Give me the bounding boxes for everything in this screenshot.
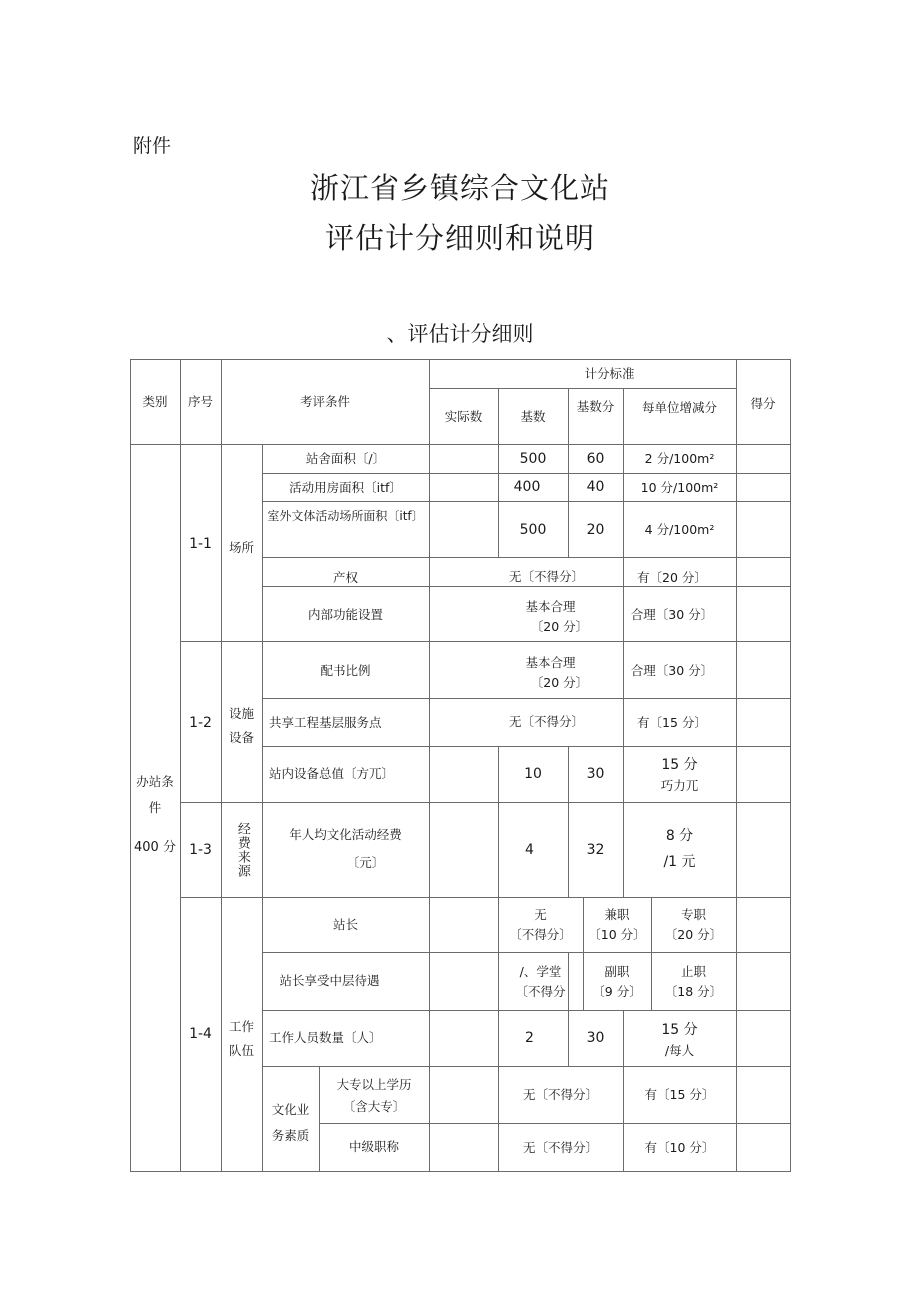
- header-base-score: 基数分: [576, 399, 615, 414]
- header-standard: 计分标准: [584, 366, 635, 381]
- per-unit-value: [623, 1017, 736, 1063]
- item-unit: 〔元〕: [346, 855, 385, 870]
- group-cultural-quality: [262, 1092, 319, 1154]
- option-score: 〔不得分〕: [509, 927, 572, 942]
- item-intermediate-title: 中级职称: [348, 1139, 399, 1154]
- option-score: 〔18 分〕: [664, 984, 723, 999]
- option-text: 无: [534, 907, 547, 922]
- option-none: 无〔不得分〕: [522, 1087, 598, 1102]
- option-reasonable: 合理〔30 分〕: [630, 607, 714, 622]
- option-basic: [498, 590, 603, 644]
- group-name-vertical: 经费来源: [234, 822, 250, 878]
- item-activity-room-area: 活动用房面积〔itf〕: [289, 479, 402, 495]
- item-station-area: 站舍面积〔/〕: [305, 451, 386, 466]
- item-outdoor-area: 室外文体活动场所面积〔itf〕: [267, 509, 424, 524]
- header-base: 基数: [520, 408, 546, 424]
- base-score-value: 60: [586, 450, 605, 467]
- base-value: 4: [525, 841, 534, 858]
- header-category: 类别: [142, 394, 168, 409]
- option-reasonable: 合理〔30 分〕: [630, 663, 714, 678]
- item-property-rights: 产权: [332, 570, 358, 585]
- base-value: 500: [519, 521, 547, 538]
- per-unit-value: 4 分/100m²: [644, 522, 715, 537]
- option-score: 〔10 分〕: [588, 927, 646, 942]
- item-text: 〔含大专〕: [342, 1099, 406, 1114]
- seq-1-3: 1-3: [189, 841, 212, 858]
- option-none: [498, 954, 583, 1010]
- option-yes: 有〔20 分〕: [637, 570, 707, 585]
- option-text: 基本合理: [525, 655, 576, 670]
- group-name-line: 工作: [228, 1019, 254, 1034]
- option-score: 〔20 分〕: [530, 619, 589, 634]
- base-value: 500: [519, 450, 547, 467]
- item-text: 年人均文化活动经费: [289, 827, 402, 842]
- option-text: 基本合理: [525, 599, 576, 614]
- seq-1-2: 1-2: [189, 714, 212, 731]
- category-score: 400 分: [134, 839, 176, 855]
- per-unit-value: [623, 752, 736, 798]
- group-1-4-name: [221, 1014, 262, 1064]
- item-equipment-value: 站内设备总值〔方兀〕: [269, 766, 395, 781]
- option-score: 〔20 分〕: [664, 927, 723, 942]
- category-cell: [130, 755, 180, 875]
- item-station-head: 站长: [332, 917, 358, 932]
- option-text: 止职: [680, 964, 706, 979]
- group-1-3-name: [221, 803, 262, 897]
- group-name-line: 设备: [228, 730, 254, 745]
- option-deputy: [583, 954, 651, 1010]
- group-1-2-name: [221, 701, 262, 751]
- option-score: 〔20 分〕: [530, 675, 589, 690]
- group-name-line: 设施: [228, 706, 254, 721]
- base-score-value: 32: [586, 841, 605, 858]
- option-score: 〔不得分: [515, 984, 566, 999]
- attachment-label: 附件: [133, 135, 172, 157]
- option-yes: 有〔15 分〕: [644, 1087, 715, 1102]
- per-unit-value: [623, 825, 736, 873]
- option-score: 〔9 分〕: [592, 984, 642, 999]
- category-line2: 件: [148, 799, 162, 815]
- group-line: 文化业: [271, 1102, 310, 1117]
- base-score-value: 30: [586, 765, 605, 782]
- per-unit-line: 巧力兀: [660, 778, 699, 794]
- item-text: 大专以上学历: [336, 1077, 412, 1092]
- per-unit-line: /1 元: [663, 854, 696, 870]
- option-none: 无〔不得分〕: [522, 1140, 598, 1155]
- header-criteria: 考评条件: [299, 394, 350, 409]
- per-unit-value: 2 分/100m²: [644, 451, 715, 466]
- header-score: 得分: [750, 396, 776, 411]
- option-none: 无〔不得分〕: [508, 714, 584, 729]
- per-unit-line: 8 分: [665, 827, 694, 844]
- base-score-value: 40: [586, 479, 605, 496]
- item-per-capita-fund: [262, 820, 429, 878]
- option-yes: 有〔10 分〕: [644, 1140, 715, 1155]
- group-1-1-name: 场所: [228, 540, 254, 555]
- option-none: [498, 898, 583, 952]
- section-heading: 、评估计分细则: [386, 322, 534, 346]
- item-staff-count: 工作人员数量〔人〕: [269, 1030, 382, 1045]
- item-book-ratio: 配书比例: [320, 663, 371, 678]
- option-part-time: [583, 898, 651, 952]
- per-unit-line: 15 分: [661, 756, 698, 773]
- base-value: 2: [525, 1029, 534, 1046]
- group-name-line: 队伍: [228, 1043, 254, 1058]
- group-line: 务素质: [271, 1128, 310, 1143]
- option-text: 兼职: [604, 907, 630, 922]
- item-internal-function: 内部功能设置: [307, 607, 383, 622]
- option-basic: [498, 646, 603, 700]
- option-full-time: [651, 898, 736, 952]
- header-per-unit: 每单位增减分: [641, 400, 717, 415]
- per-unit-value: 10 分/100m²: [640, 479, 719, 495]
- seq-1-1: 1-1: [189, 535, 212, 552]
- document-subtitle: 评估计分细则和说明: [324, 221, 595, 255]
- per-unit-line: /每人: [664, 1043, 695, 1059]
- option-text: 专职: [680, 907, 706, 922]
- base-score-value: 20: [586, 521, 605, 538]
- item-head-treatment: 站长享受中层待遇: [279, 973, 380, 988]
- document-title: 浙江省乡镇综合文化站: [309, 171, 610, 205]
- option-text: 副职: [604, 964, 630, 979]
- per-unit-line: 15 分: [661, 1021, 698, 1038]
- item-college-degree: [319, 1070, 429, 1122]
- option-text: /、学堂: [519, 964, 562, 979]
- option-principal: [651, 954, 736, 1010]
- option-none: 无〔不得分〕: [508, 569, 584, 584]
- base-score-value: 30: [586, 1029, 605, 1046]
- base-value: 400: [513, 479, 541, 496]
- seq-1-4: 1-4: [189, 1025, 212, 1042]
- header-seq: 序号: [187, 394, 213, 409]
- base-value: 10: [524, 765, 542, 782]
- item-shared-project: 共享工程基层服务点: [269, 715, 382, 730]
- header-actual: 实际数: [444, 408, 483, 424]
- category-line1: 办站条: [136, 773, 174, 789]
- option-yes: 有〔15 分〕: [637, 715, 707, 730]
